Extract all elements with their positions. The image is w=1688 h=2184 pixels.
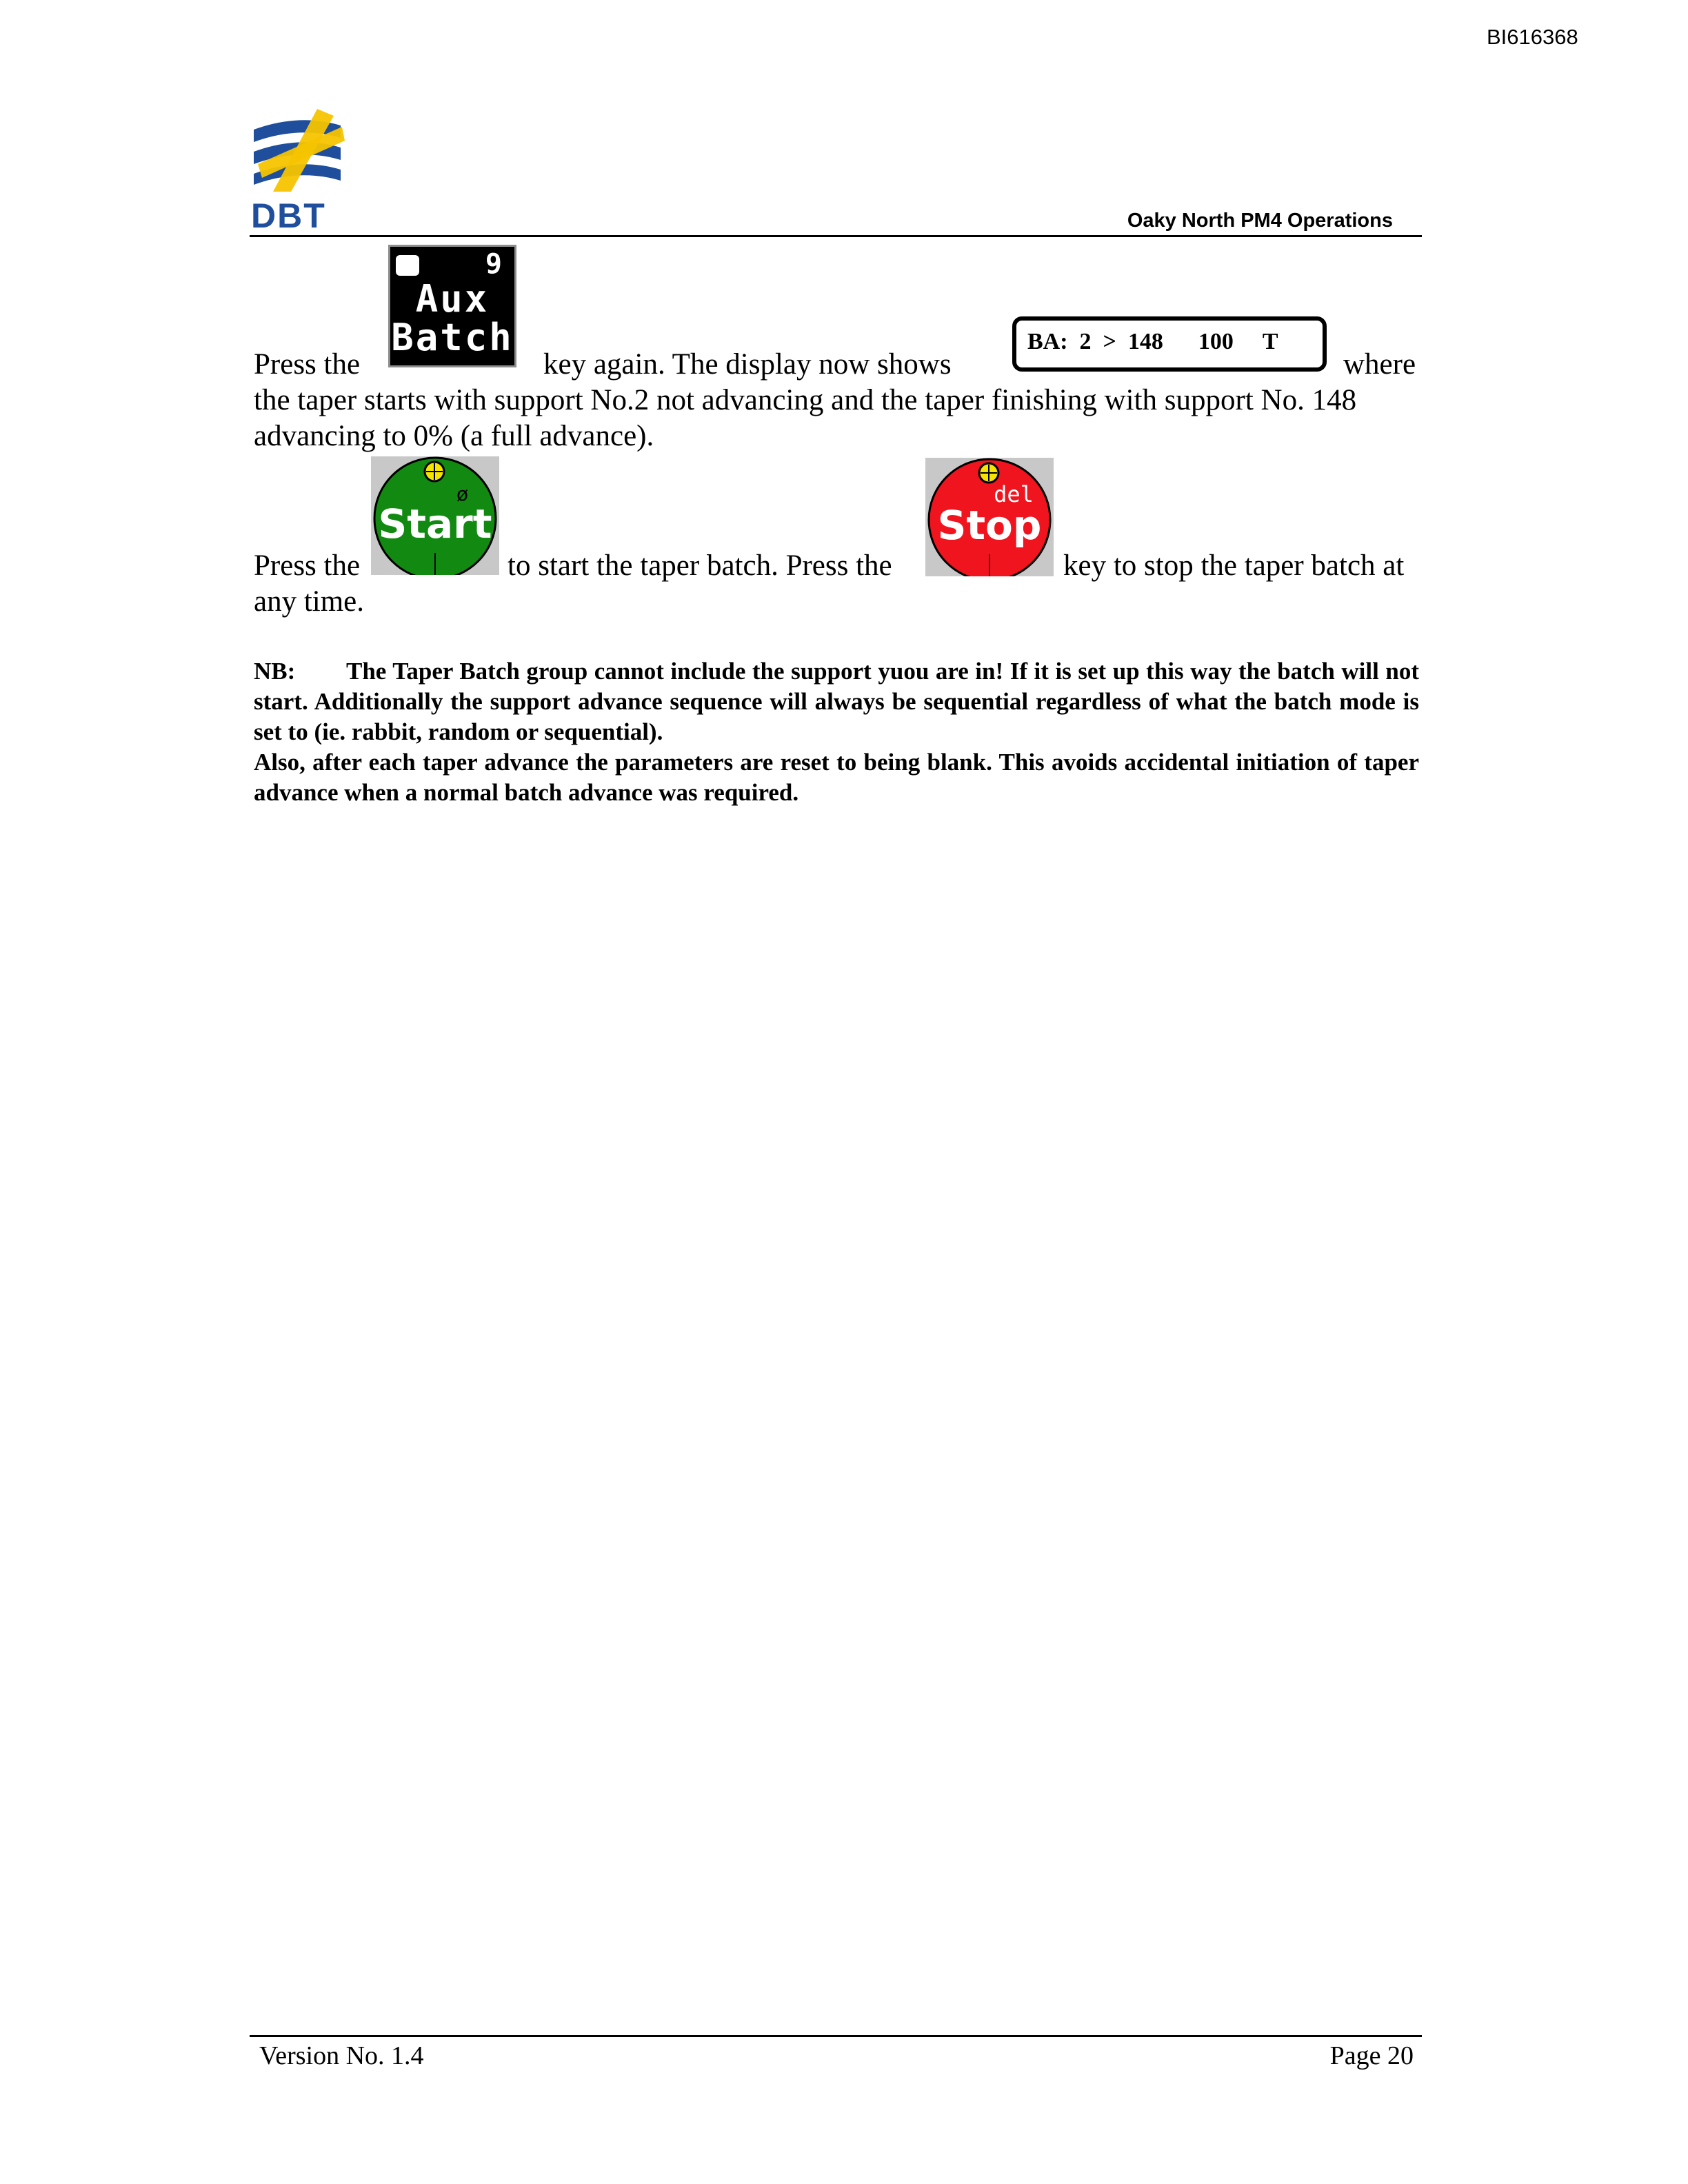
document-id: BI616368 (1487, 25, 1578, 49)
nb-note-2: Also, after each taper advance the parameters are reset to being blank. This avoids accidental initiation of taper advance when a normal batch advance was required. (254, 749, 1419, 806)
start-key-symbol: ø (456, 483, 469, 505)
para1-line2: the taper starts with support No.2 not advancing and the taper finishing with support No. 148 (254, 384, 1357, 416)
para1-key-again: key again. The display now shows (543, 348, 952, 381)
stop-key-symbol: del (994, 481, 1034, 507)
para1-where: where (1343, 348, 1416, 381)
header-divider (250, 235, 1422, 237)
stop-key-label: Stop (937, 502, 1042, 549)
nb-label: NB: (254, 658, 296, 685)
aux-key-dot (396, 255, 419, 276)
dbt-logo-text: DBT (251, 196, 326, 235)
footer-page-number: Page 20 (1329, 2041, 1414, 2070)
para2-stop-text: key to stop the taper batch at (1063, 549, 1405, 582)
para1-line3: advancing to 0% (a full advance). (254, 420, 654, 452)
dbt-logo (251, 109, 348, 233)
footer-divider (250, 2035, 1422, 2037)
header-title: Oaky North PM4 Operations (1127, 210, 1393, 232)
para2-start-text: to start the taper batch. Press the (508, 549, 892, 582)
dbt-logo-mark (251, 109, 348, 192)
aux-batch-key-icon (390, 247, 514, 365)
para2-press-the: Press the (254, 549, 361, 582)
nb-text-1: The Taper Batch group cannot include the support yuou are in! If it is set up this way the batch will not start. Additionally the support advance sequence will always be sequential regardless of what the batch mode is set to (ie. rabbit, random or sequential). (254, 658, 1419, 745)
para1-press-the: Press the (254, 348, 361, 381)
ba-display-readout: BA: 2 > 148 100 T (1012, 316, 1327, 372)
aux-key-number: 9 (485, 248, 502, 280)
start-key-label: Start (378, 501, 492, 547)
start-key-icon (371, 456, 499, 575)
aux-key-label-aux: Aux (415, 277, 490, 321)
nb-note (254, 656, 1419, 747)
stop-key-icon (925, 458, 1054, 576)
aux-key-label-batch: Batch (391, 316, 514, 359)
footer-version: Version No. 1.4 (259, 2041, 424, 2070)
para2-line2: any time. (254, 585, 365, 618)
